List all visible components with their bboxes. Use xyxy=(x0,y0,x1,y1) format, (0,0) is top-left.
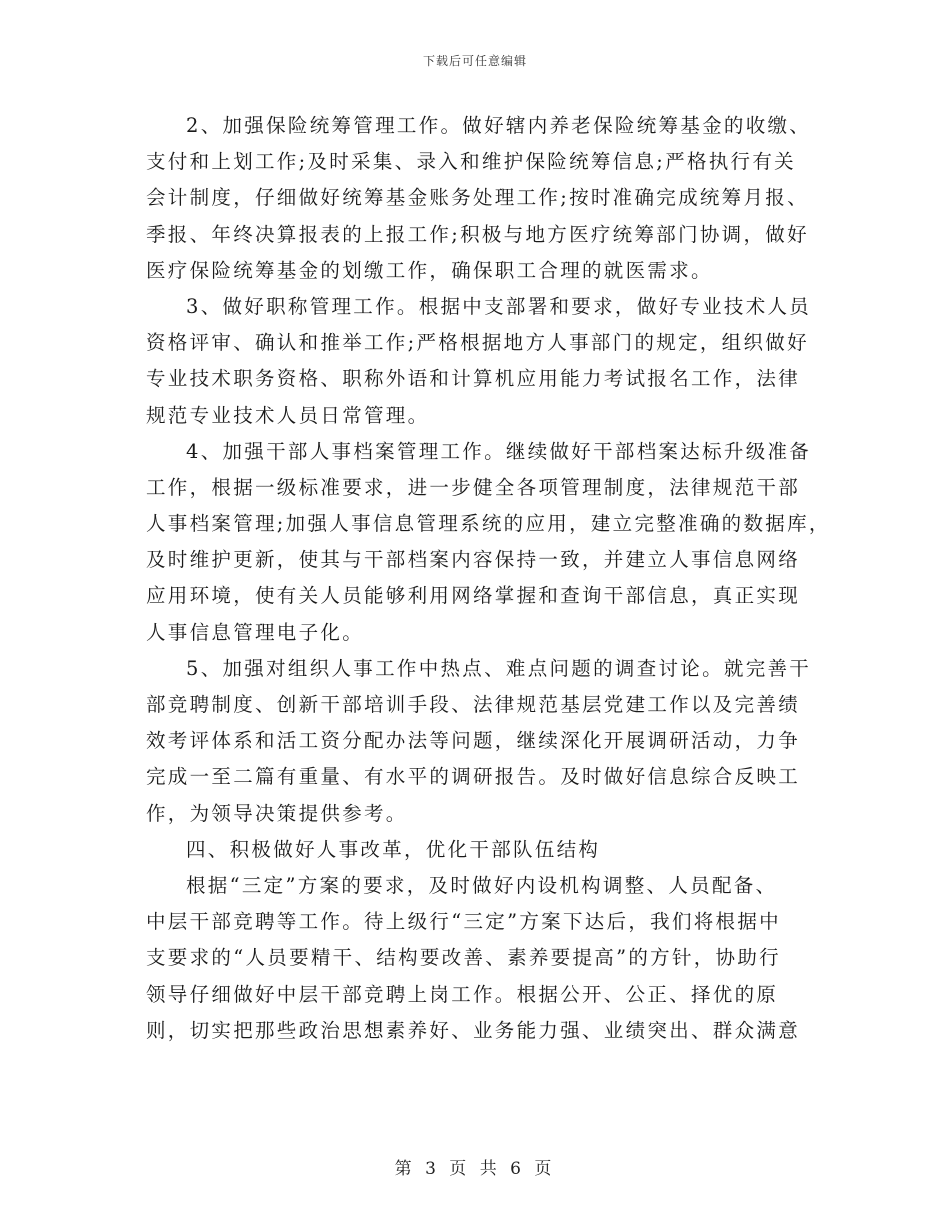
paragraph-line: 会计制度，仔细做好统筹基金账务处理工作;按时准确完成统筹月报、 xyxy=(146,186,809,210)
paragraph-line: 人事档案管理;加强人事信息管理系统的应用，建立完整准确的数据库， xyxy=(146,512,831,536)
paragraph-first-line: 根据“三定”方案的要求，及时做好内设机构调整、人员配备、 xyxy=(186,873,778,897)
page-footer: 第 3 页 共 6 页 xyxy=(394,1159,556,1179)
paragraph-line: 工作，根据一级标准要求，进一步健全各项管理制度，法律规范干部 xyxy=(146,475,801,499)
paragraph-line: 资格评审、确认和推举工作;严格根据地方人事部门的规定，组织做好 xyxy=(146,331,809,355)
paragraph-line: 则，切实把那些政治思想素养好、业务能力强、业绩突出、群众满意 xyxy=(146,1018,801,1042)
paragraph-line: 中层干部竞聘等工作。待上级行“三定”方案下达后，我们将根据中 xyxy=(146,910,781,934)
paragraph-first-line: 2、加强保险统筹管理工作。做好辖内养老保险统筹基金的收缴、 xyxy=(186,114,812,137)
paragraph-line: 作，为领导决策提供参考。 xyxy=(146,801,408,825)
paragraph-line: 人事信息管理电子化。 xyxy=(146,620,365,644)
paragraph-line: 季报、年终决算报表的上报工作;积极与地方医疗统筹部门协调，做好 xyxy=(146,222,809,246)
paragraph-first-line: 3、做好职称管理工作。根据中支部署和要求，做好专业技术人员 xyxy=(186,294,812,318)
paragraph-line: 部竞聘制度、创新干部培训手段、法律规范基层党建工作以及完善绩 xyxy=(146,693,801,716)
paragraph-line: 领导仔细做好中层干部竞聘上岗工作。根据公开、公正、择优的原 xyxy=(146,982,779,1006)
page-header: 下载后可任意编辑 xyxy=(422,54,527,68)
paragraph-line: 应用环境，使有关人员能够利用网络掌握和查询干部信息，真正实现 xyxy=(146,584,801,608)
paragraph-line: 效考评体系和活工资分配办法等问题，继续深化开展调研活动，力争 xyxy=(146,729,801,753)
paragraph-line: 医疗保险统筹基金的划缴工作，确保职工合理的就医需求。 xyxy=(146,258,713,282)
paragraph-line: 支付和上划工作;及时采集、录入和维护保险统筹信息;严格执行有关 xyxy=(146,150,796,174)
paragraph-line: 专业技术职务资格、职称外语和计算机应用能力考试报名工作，法律 xyxy=(146,367,801,391)
paragraph-line: 规范专业技术人员日常管理。 xyxy=(146,403,430,427)
paragraph-line: 及时维护更新，使其与干部档案内容保持一致，并建立人事信息网络 xyxy=(146,548,801,572)
paragraph-first-line: 4、加强干部人事档案管理工作。继续做好干部档案达标升级准备 xyxy=(186,439,812,463)
document-body xyxy=(146,108,831,1049)
paragraph-line: 支要求的“人员要精干、结构要改善、素养要提高”的方针，协助行 xyxy=(146,946,781,970)
paragraph-first-line: 5、加强对组织人事工作中热点、难点问题的调查讨论。就完善干 xyxy=(186,656,812,680)
paragraph-line: 完成一至二篇有重量、有水平的调研报告。及时做好信息综合反映工 xyxy=(146,765,801,789)
paragraph-first-line: 四、积极做好人事改革，优化干部队伍结构 xyxy=(186,837,601,861)
